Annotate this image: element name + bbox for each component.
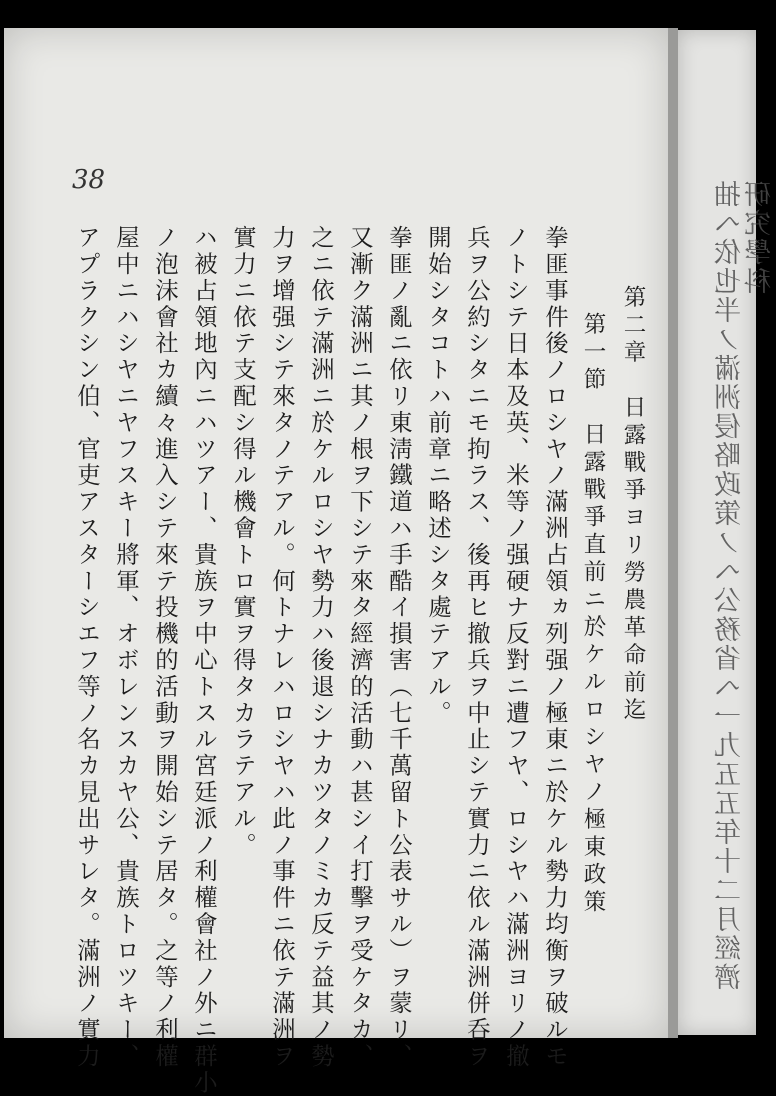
section-title: 第一節 日露戰爭直前ニ於ケルロシヤノ極東政策 (580, 312, 606, 917)
text-line: 屋中ニハシヤニヤフスキー將軍、オボレンスカヤ公、貴族トロツキー、 (112, 225, 140, 1070)
text-line: 拳匪ノ亂ニ依リ東淸鐵道ハ手酷イ損害（七千萬留ト公表サル）ヲ蒙リ、 (385, 225, 413, 1070)
text-line: 之ニ依テ滿洲ニ於ケルロシヤ勢力ハ後退シナカツタノミカ反テ益其ノ勢 (307, 225, 335, 1070)
adjacent-page-text: 抽ヘ依也半ノ滿洲侵略政策ノヘ公務省ヘ一九五五年十二月經濟研究學科 (715, 180, 776, 992)
page-number: 38 (72, 165, 106, 195)
text-line: 拳匪事件後ノロシヤノ滿洲占領ヵ列强ノ極東ニ於ケル勢力均衡ヲ破ルモ (541, 225, 569, 1070)
text-line: 開始シタコトハ前章ニ略述シタ處テアル。 (424, 225, 452, 727)
book-spine (668, 28, 678, 1038)
text-line: 實力ニ依テ支配シ得ル機會トロ實ヲ得タカラテアル。 (229, 225, 257, 859)
text-line: ノ泡沫會社カ續々進入シテ來テ投機的活動ヲ開始シテ居タ。之等ノ利權 (151, 225, 179, 1070)
text-line: 兵ヲ公約シタニモ拘ラス、後再ヒ撤兵ヲ中止シテ實力ニ依ル滿洲併呑ヲ (463, 225, 491, 1070)
text-line: ノトシテ日本及英、米等ノ强硬ナ反對ニ遭フヤ、ロシヤハ滿洲ヨリノ撤 (502, 225, 530, 1070)
text-line: アプラクシン伯、官吏アスターシエフ等ノ名カ見出サレタ。滿洲ノ實力 (73, 225, 101, 1070)
chapter-title: 第二章 日露戰爭ヨリ勞農革命前迄 (620, 285, 646, 725)
text-line: ハ被占領地內ニハツアー、貴族ヲ中心トスル宮廷派ノ利權會社ノ外ニ群小 (190, 225, 218, 1096)
text-line: 又漸ク滿洲ニ其ノ根ヲ下シテ來タ經濟的活動ハ甚シイ打擊ヲ受ケタカ、 (346, 225, 374, 1070)
text-line: 力ヲ增强シテ來タノテアル。何トナレハロシヤハ此ノ事件ニ依テ滿洲ヲ (268, 225, 296, 1070)
